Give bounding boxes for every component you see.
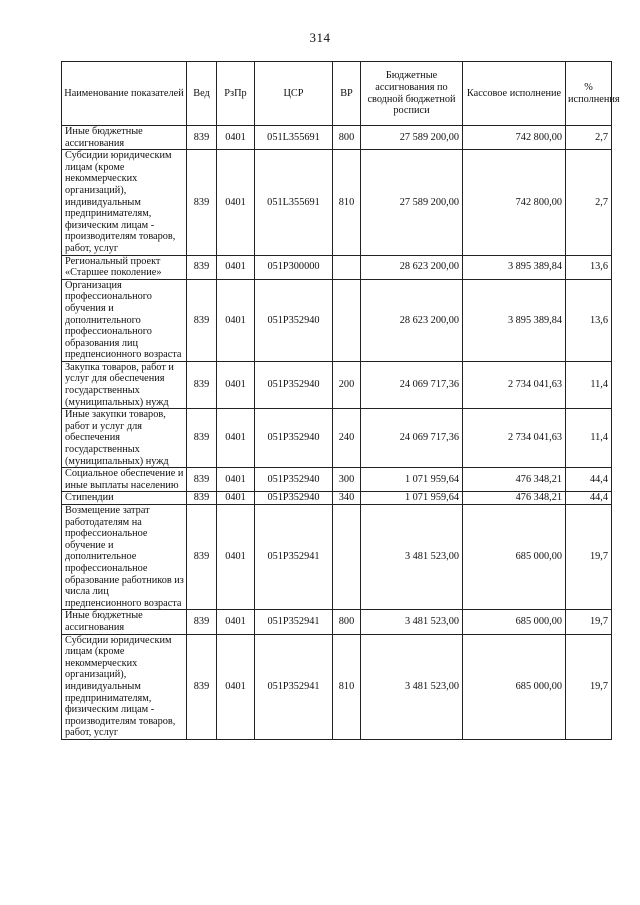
row-budget: 24 069 717,36 [361,361,463,408]
row-cash: 2 734 041,63 [463,409,566,468]
row-rzpr: 0401 [217,468,255,492]
table-row [62,610,612,634]
row-ved: 839 [187,610,217,634]
row-name: Закупка товаров, работ и услуг для обеспечения государственных (муниципальных) нужд [62,361,187,408]
row-percent: 19,7 [566,610,612,634]
row-cash: 476 348,21 [463,492,566,505]
row-rzpr: 0401 [217,255,255,279]
row-percent: 19,7 [566,634,612,739]
row-budget: 24 069 717,36 [361,409,463,468]
row-name: Возмещение затрат работодателям на профессиональное обучение и дополнительное профессиональное образование работников из числа лиц предпенсионного возраста [62,505,187,610]
table-row [62,505,612,610]
header-csr: ЦСР [255,62,333,126]
table-row [62,634,612,739]
row-ved: 839 [187,361,217,408]
row-budget: 3 481 523,00 [361,634,463,739]
row-name: Субсидии юридическим лицам (кроме некоммерческих организаций), индивидуальным предпринимателям, физическим лицам - производителям товаров, работ, услуг [62,634,187,739]
row-budget: 3 481 523,00 [361,610,463,634]
row-vr [333,505,361,610]
row-vr: 810 [333,150,361,255]
row-rzpr: 0401 [217,126,255,150]
row-vr: 800 [333,610,361,634]
row-csr: 051P352940 [255,361,333,408]
row-ved: 839 [187,468,217,492]
row-ved: 839 [187,279,217,361]
row-name: Социальное обеспечение и иные выплаты населению [62,468,187,492]
row-rzpr: 0401 [217,279,255,361]
row-percent: 11,4 [566,409,612,468]
row-vr [333,279,361,361]
row-csr: 051L355691 [255,150,333,255]
table-header-row [62,62,612,126]
row-csr: 051P352940 [255,492,333,505]
row-vr: 240 [333,409,361,468]
row-ved: 839 [187,126,217,150]
row-ved: 839 [187,492,217,505]
row-vr: 810 [333,634,361,739]
row-ved: 839 [187,505,217,610]
header-rzpr: РзПр [217,62,255,126]
row-csr: 051P352940 [255,468,333,492]
row-csr: 051P352940 [255,279,333,361]
row-name: Субсидии юридическим лицам (кроме некоммерческих организаций), индивидуальным предпринимателям, физическим лицам - производителям товаров, работ, услуг [62,150,187,255]
row-name: Иные бюджетные ассигнования [62,126,187,150]
row-rzpr: 0401 [217,610,255,634]
row-rzpr: 0401 [217,492,255,505]
row-name: Стипендии [62,492,187,505]
row-rzpr: 0401 [217,505,255,610]
header-cash: Кассовое исполнение [463,62,566,126]
row-cash: 742 800,00 [463,126,566,150]
budget-execution-table [61,61,620,740]
row-name: Иные бюджетные ассигнования [62,610,187,634]
header-budget: Бюджетные ассигнования по сводной бюджетной росписи [361,62,463,126]
row-percent: 44,4 [566,492,612,505]
row-percent: 2,7 [566,126,612,150]
row-csr: 051P300000 [255,255,333,279]
row-cash: 3 895 389,84 [463,255,566,279]
row-vr: 340 [333,492,361,505]
row-name: Региональный проект «Старшее поколение» [62,255,187,279]
table-row [62,126,612,150]
header-ved: Вед [187,62,217,126]
row-percent: 44,4 [566,468,612,492]
row-percent: 2,7 [566,150,612,255]
row-budget: 1 071 959,64 [361,492,463,505]
table-row [62,279,612,361]
header-vr: ВР [333,62,361,126]
row-cash: 3 895 389,84 [463,279,566,361]
row-cash: 742 800,00 [463,150,566,255]
row-cash: 685 000,00 [463,505,566,610]
row-name: Организация профессионального обучения и дополнительного профессионального образования лиц предпенсионного возраста [62,279,187,361]
row-cash: 2 734 041,63 [463,361,566,408]
row-vr: 200 [333,361,361,408]
row-ved: 839 [187,255,217,279]
table-row [62,409,612,468]
row-budget: 28 623 200,00 [361,255,463,279]
row-vr [333,255,361,279]
table-row [62,492,612,505]
row-ved: 839 [187,409,217,468]
row-vr: 800 [333,126,361,150]
row-name: Иные закупки товаров, работ и услуг для обеспечения государственных (муниципальных) нужд [62,409,187,468]
table-row [62,361,612,408]
row-budget: 27 589 200,00 [361,126,463,150]
row-budget: 1 071 959,64 [361,468,463,492]
row-budget: 27 589 200,00 [361,150,463,255]
row-cash: 685 000,00 [463,634,566,739]
row-percent: 13,6 [566,279,612,361]
table-row [62,150,612,255]
row-rzpr: 0401 [217,409,255,468]
table-row [62,255,612,279]
row-rzpr: 0401 [217,634,255,739]
row-csr: 051P352941 [255,610,333,634]
page-number: 314 [309,30,331,45]
table-row [62,468,612,492]
row-csr: 051P352941 [255,634,333,739]
row-budget: 28 623 200,00 [361,279,463,361]
row-ved: 839 [187,150,217,255]
row-cash: 476 348,21 [463,468,566,492]
row-csr: 051P352941 [255,505,333,610]
row-csr: 051L355691 [255,126,333,150]
row-budget: 3 481 523,00 [361,505,463,610]
header-percent: % исполнения [566,62,612,126]
row-vr: 300 [333,468,361,492]
row-percent: 11,4 [566,361,612,408]
row-percent: 13,6 [566,255,612,279]
row-percent: 19,7 [566,505,612,610]
header-name: Наименование показателей [62,62,187,126]
row-rzpr: 0401 [217,150,255,255]
row-csr: 051P352940 [255,409,333,468]
row-ved: 839 [187,634,217,739]
row-cash: 685 000,00 [463,610,566,634]
row-rzpr: 0401 [217,361,255,408]
